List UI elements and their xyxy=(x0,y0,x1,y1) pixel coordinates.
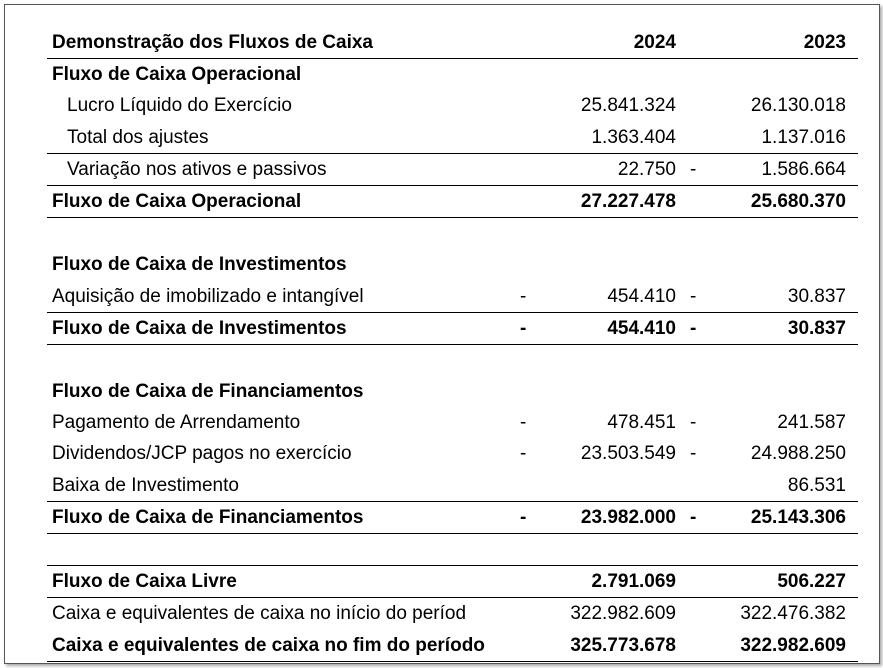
value-2023: 25.143.306 xyxy=(750,506,846,528)
sign-2023: - xyxy=(690,506,697,528)
value-2024: 454.410 xyxy=(607,317,676,339)
row-label: Variação nos ativos e passivos xyxy=(67,158,327,180)
value-2024: 23.503.549 xyxy=(580,443,676,465)
spacer-row xyxy=(47,218,858,249)
sign-2024: - xyxy=(520,506,527,528)
section-heading-operational xyxy=(47,59,858,90)
value-2023: 24.988.250 xyxy=(750,443,846,465)
total-row-free-cash-flow xyxy=(47,566,858,598)
row-label: Fluxo de Caixa Livre xyxy=(52,571,237,593)
row-label: Total dos ajustes xyxy=(67,126,209,148)
value-2023: 322.982.609 xyxy=(740,634,846,656)
value-2023: 86.531 xyxy=(787,474,846,496)
section-heading-investments xyxy=(47,249,858,280)
value-2024: 322.982.609 xyxy=(570,603,676,625)
sign-2024: - xyxy=(520,285,527,307)
header-row xyxy=(47,27,858,59)
table-row xyxy=(47,598,858,629)
sign-2024: - xyxy=(520,443,527,465)
row-label: Dividendos/JCP pagos no exercício xyxy=(52,443,352,465)
row-label: Caixa e equivalentes de caixa no início do períod xyxy=(52,603,467,625)
row-label: Baixa de Investimento xyxy=(52,474,239,496)
table-row xyxy=(47,438,858,469)
row-label: Fluxo de Caixa de Financiamentos xyxy=(52,381,364,403)
value-2024: 27.227.478 xyxy=(580,190,676,212)
value-2024: 1.363.404 xyxy=(591,126,676,148)
spacer-row xyxy=(47,345,858,376)
value-2024: 478.451 xyxy=(607,412,676,434)
subtotal-row-investments xyxy=(47,313,858,345)
row-label: Aquisição de imobilizado e intangível xyxy=(52,285,364,307)
value-2023: 30.837 xyxy=(787,285,846,307)
value-2023: 26.130.018 xyxy=(750,95,846,117)
table-title: Demonstração dos Fluxos de Caixa xyxy=(52,32,373,53)
value-2023: 322.476.382 xyxy=(740,603,846,625)
row-label: Fluxo de Caixa Operacional xyxy=(52,64,302,86)
value-2024: 454.410 xyxy=(607,285,676,307)
sign-2023: - xyxy=(690,285,697,307)
value-2024: 2.791.069 xyxy=(591,571,676,593)
subtotal-row-financing xyxy=(47,502,858,534)
value-2023: 30.837 xyxy=(787,317,846,339)
row-label: Fluxo de Caixa de Investimentos xyxy=(52,317,347,339)
sign-2023: - xyxy=(690,443,697,465)
value-2024: 23.982.000 xyxy=(580,506,676,528)
table-row xyxy=(47,154,858,186)
table-row xyxy=(47,407,858,438)
sign-2023: - xyxy=(690,317,697,339)
value-2023: 1.586.664 xyxy=(761,158,846,180)
statement-frame xyxy=(4,4,880,664)
row-label: Lucro Líquido do Exercício xyxy=(67,95,292,117)
spacer-row xyxy=(47,534,858,566)
section-heading-financing xyxy=(47,376,858,407)
column-header-2024: 2024 xyxy=(633,32,676,53)
table-row xyxy=(47,122,858,154)
column-header-2023: 2023 xyxy=(803,32,846,53)
table-row xyxy=(47,90,858,121)
row-label: Fluxo de Caixa de Investimentos xyxy=(52,254,347,276)
sign-2023: - xyxy=(690,412,697,434)
table-row xyxy=(47,470,858,502)
value-2024: 22.750 xyxy=(617,158,676,180)
sign-2023: - xyxy=(690,158,697,180)
value-2023: 241.587 xyxy=(777,412,846,434)
value-2024: 325.773.678 xyxy=(570,634,676,656)
total-row-closing-cash xyxy=(47,630,858,662)
sign-2024: - xyxy=(520,317,527,339)
table-row xyxy=(47,281,858,313)
value-2024: 25.841.324 xyxy=(580,95,676,117)
value-2023: 1.137.016 xyxy=(761,126,846,148)
row-label: Fluxo de Caixa Operacional xyxy=(52,190,302,212)
row-label: Caixa e equivalentes de caixa no fim do período xyxy=(52,634,485,656)
row-label: Pagamento de Arrendamento xyxy=(52,412,301,434)
sign-2024: - xyxy=(520,412,527,434)
row-label: Fluxo de Caixa de Financiamentos xyxy=(52,506,364,528)
value-2023: 506.227 xyxy=(777,571,846,593)
subtotal-row-operational xyxy=(47,186,858,218)
value-2023: 25.680.370 xyxy=(750,190,846,212)
cash-flow-table xyxy=(47,27,858,662)
